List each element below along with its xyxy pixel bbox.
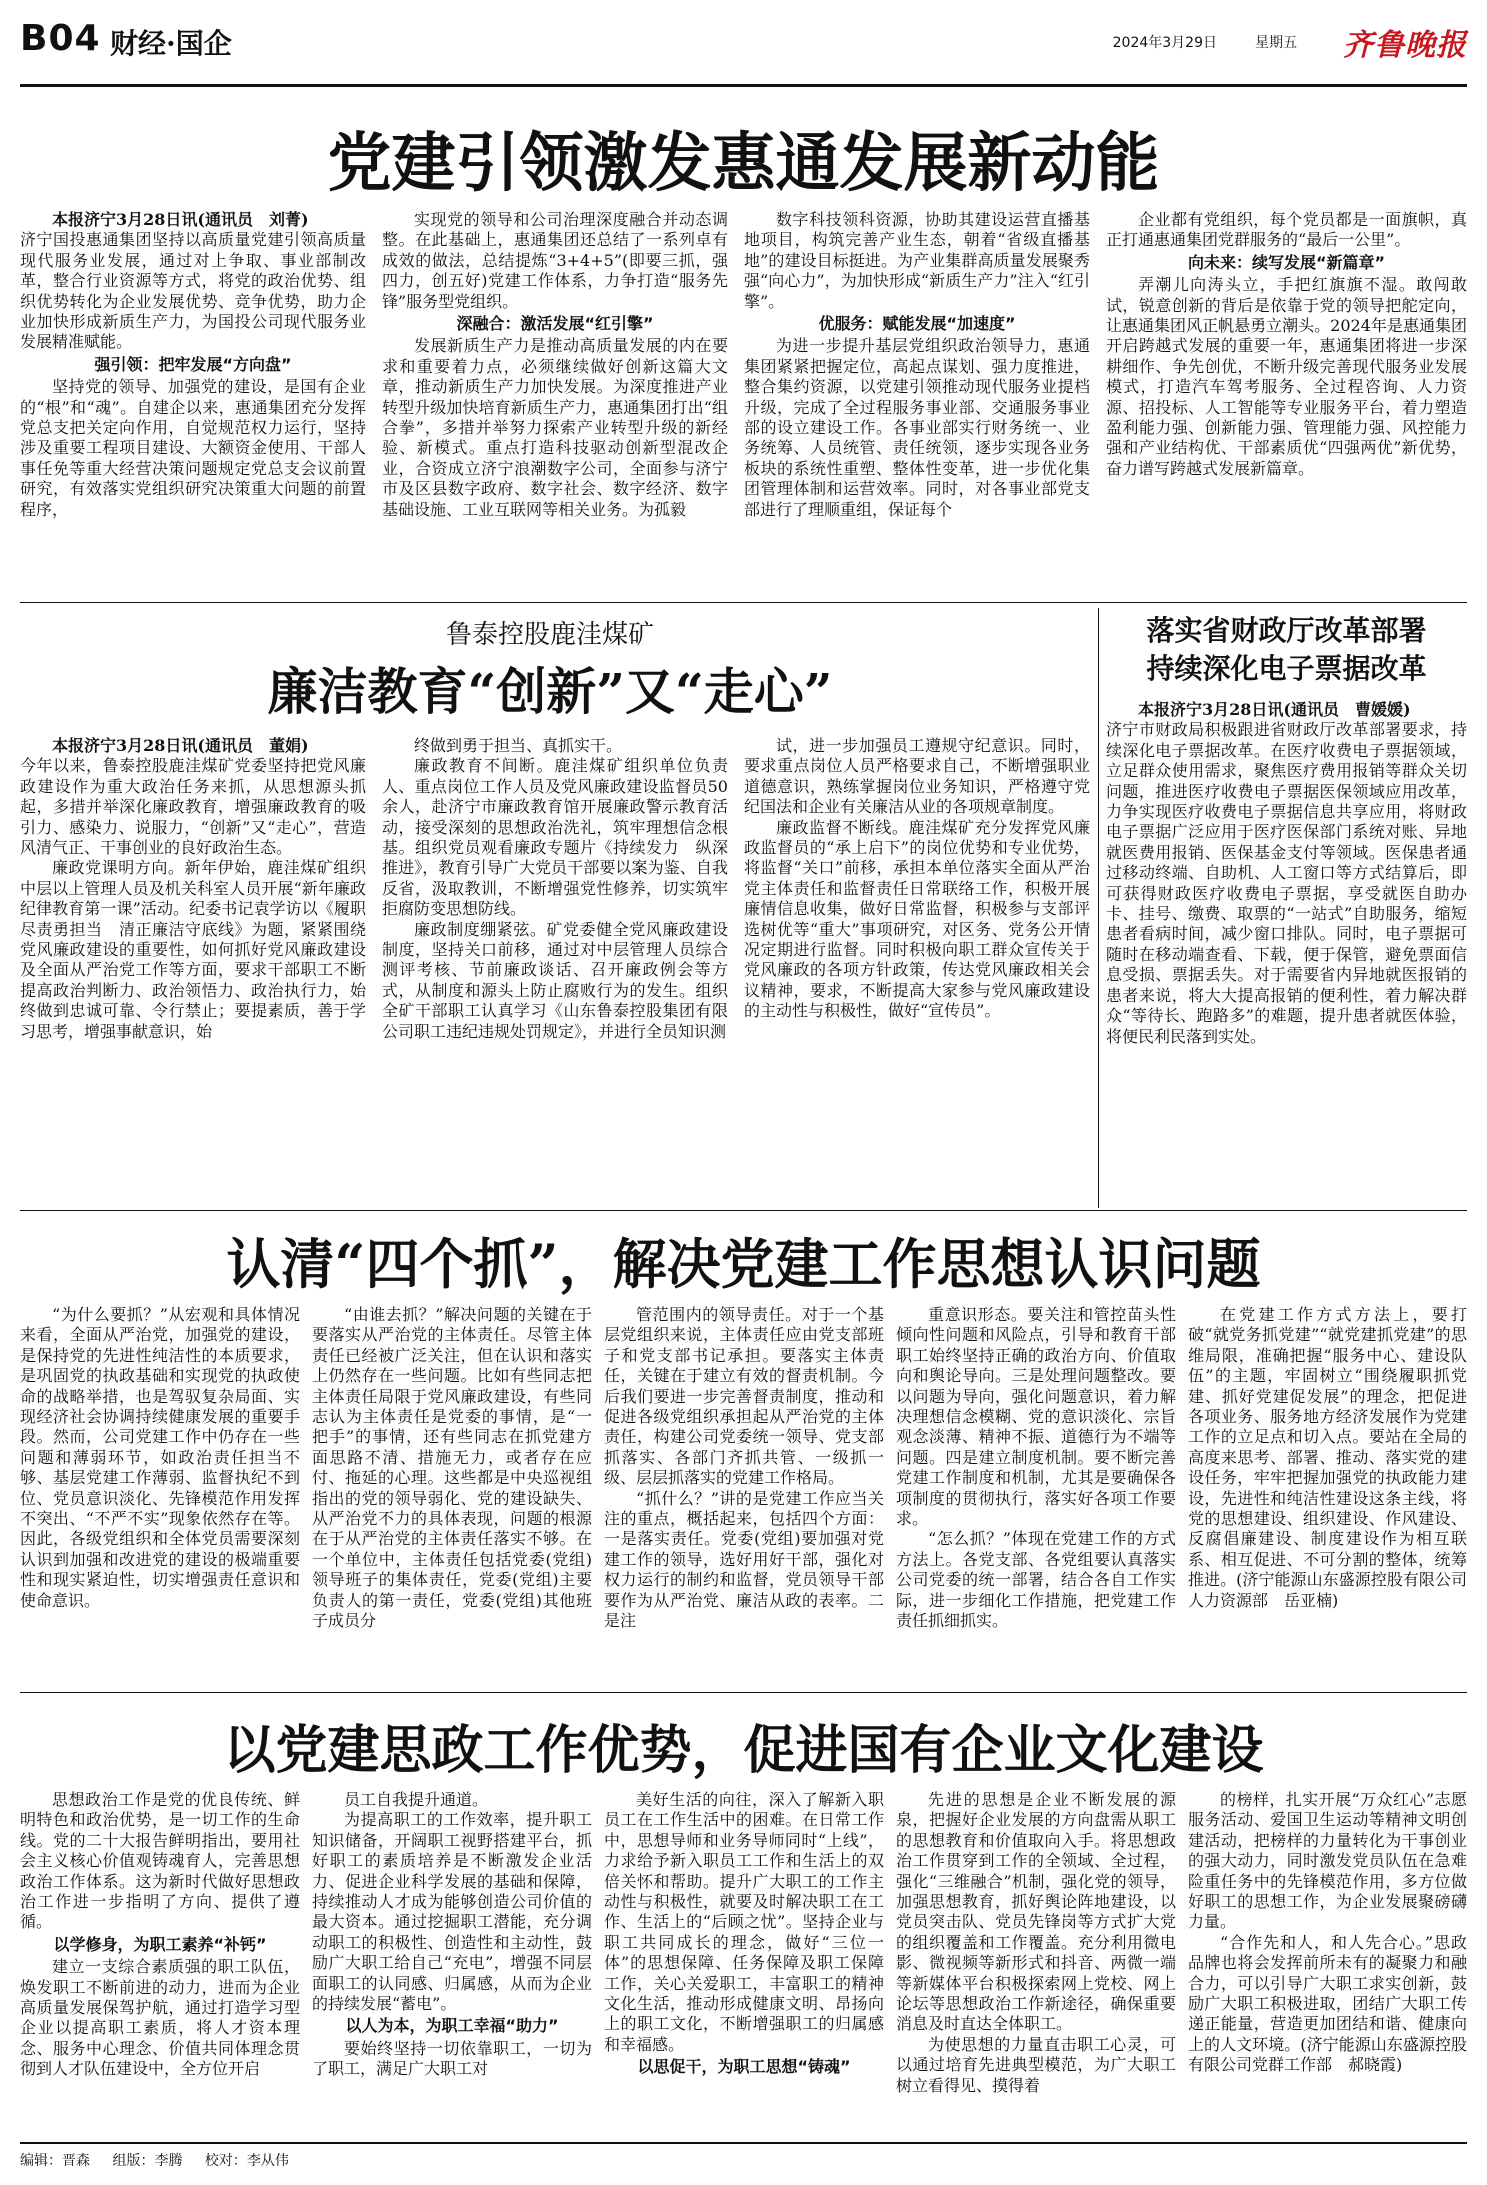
paragraph: 廉政教育不间断。鹿洼煤矿组织单位负责人、重点岗位工作人员及党风廉政建设监督员50余人，赴济宁市廉政教育馆开展廉政警示教育活动，接受深刻的思想政治洗礼，筑牢理想信念根基。组织党员观看廉政专题片《持续发力 纵深推进》，教育引导广大党员干部要以案为鉴、自我反省，汲取教训，不断增强党性修养，切实筑牢拒腐防变思想防线。 xyxy=(382,756,728,919)
paragraph: 试，进一步加强员工遵规守纪意识。同时，要求重点岗位人员严格要求自己，不断增强职业道德意识，熟练掌握岗位业务知识，严格遵守党纪国法和企业有关廉洁从业的各项规章制度。 xyxy=(744,736,1090,817)
newspaper-logo: 齐鲁晚报 xyxy=(1343,28,1467,63)
paragraph: 实现党的领导和公司治理深度融合并动态调整。在此基础上，惠通集团还总结了一系列卓有成效的做法，总结提炼“3+4+5”(即要三抓，强四力，创五好)党建工作体系，力争打造“服务先锋”服务型党组织。 xyxy=(382,210,728,311)
article3-title-line-2: 持续深化电子票据改革 xyxy=(1146,652,1427,685)
paragraph: 为提高职工的工作效率，提升职工知识储备，开阔职工视野搭建平台，抓好职工的素质培养是不断激发企业活力、促进企业科学发展的基础和保障，持续推动人才成为能够创造公司价值的最大资本。通过挖掘职工潜能，充分调动职工的积极性、创造性和主动性，鼓励广大职工给自己“充电”，增强不同层面职工的认同感、归属感，从而为企业的持续发展“蓄电”。 xyxy=(312,1810,592,2014)
issue-weekday: 星期五 xyxy=(1255,35,1297,51)
section-code: B04 xyxy=(20,18,101,59)
divider-1 xyxy=(20,602,1467,603)
paragraph: 坚持党的领导、加强党的建设，是国有企业的“根”和“魂”。自建企以来，惠通集团充分发挥党总支把关定向作用，自觉规范权力运行，坚持涉及重要工程项目建设、大额资金使用、干部人事任免等重大经营决策问题规定党总支会议前置研究，有效落实党组织研究决策重大问题的前置程序， xyxy=(20,377,366,519)
article5-col-5 xyxy=(1188,1790,1467,2138)
article2-col-2 xyxy=(382,736,728,1206)
paragraph: 企业都有党组织，每个党员都是一面旗帜，真正打通惠通集团党群服务的“最后一公里”。 xyxy=(1106,210,1467,250)
proof-credit: 校对：李从伟 xyxy=(204,2153,289,2169)
paragraph: “合作先和人，和人先合心。”思政品牌也将会发挥前所未有的凝聚力和融合力，可以引导广大职工求实创新，鼓励广大职工积极进取，团结广大职工传递正能量，营造更加团结和谐、健康向上的人文环境。(济宁能源山东盛源控股有限公司党群工作部 郝晓霞) xyxy=(1188,1932,1467,2075)
paragraph: 要始终坚持一切依靠职工，一切为了职工，满足广大职工对 xyxy=(312,2038,592,2079)
article4-col-3 xyxy=(604,1305,884,1685)
subheading: 以学修身，为职工素养“补钙” xyxy=(53,1934,267,1954)
paragraph: 廉政监督不断线。鹿洼煤矿充分发挥党风廉政监督员的“承上启下”的岗位优势和专业优势，将监督“关口”前移，承担本单位落实全面从严治党主体责任和监督责任日常联络工作，积极开展廉情信息收集，做好日常监督，积极参与支部评选树优等“重大”事项研究，对区务、党务公开情况定期进行监督。同时积极向职工群众宣传关于党风廉政的各项方针政策，传达党风廉政相关会议精神，要求，不断提高大家参与党风廉政建设的主动性与积极性，做好“宣传员”。 xyxy=(744,817,1090,1021)
subheading: 深融合：激活发展“红引擎” xyxy=(456,314,654,334)
article1-col-2 xyxy=(382,210,728,595)
article5-title: 以党建思政工作优势，促进国有企业文化建设 xyxy=(223,1720,1264,1781)
article4-title: 认清“四个抓”，解决党建工作思想认识问题 xyxy=(226,1232,1261,1296)
article1-col-3 xyxy=(744,210,1090,595)
article4-col-1 xyxy=(20,1305,300,1685)
paragraph: 本报济宁3月28日讯(通讯员 董娟) 今年以来，鲁泰控股鹿洼煤矿党委坚持把党风廉政建设作为重大政治任务来抓，从思想源头抓起，多措并举深化廉政教育，增强廉政教育的吸引力、感染力、说服力，“创新”又“走心”，营造风清气正、干事创业的良好政治生态。 xyxy=(20,736,366,858)
article1-col-4 xyxy=(1106,210,1467,595)
byline: 本报济宁3月28日讯(通讯员 刘菁) xyxy=(52,210,309,229)
article1-title: 党建引领激发惠通发展新动能 xyxy=(327,126,1160,201)
article5-col-3 xyxy=(604,1790,884,2138)
article4-col-2 xyxy=(312,1305,592,1685)
paragraph: “由谁去抓？”解决问题的关键在于要落实从严治党的主体责任。尽管主体责任已经被广泛关注，但在认识和落实上仍然存在一些问题。比如有些同志把主体责任局限于党风廉政建设，有些同志认为主体责任是党委的事情，是“一把手”的事情，还有些同志在抓党建方面思路不清、措施无力，或者存在应付、拖延的心理。这些都是中央巡视组指出的党的领导弱化、党的建设缺失、从严治党不力的具体表现，问题的根源在于从严治党的主体责任落实不够。在一个单位中，主体责任包括党委(党组)领导班子的集体责任，党委(党组)主要负责人的第一责任，党委(党组)其他班子成员分 xyxy=(312,1305,592,1631)
article3-title xyxy=(1106,612,1467,688)
article2-title: 廉洁教育“创新”又“走心” xyxy=(267,662,833,721)
paragraph: 廉政制度绷紧弦。矿党委健全党风廉政建设制度，坚持关口前移，通过对中层管理人员综合测评考核、节前廉政谈话、召开廉政例会等方式，从制度和源头上防止腐败行为的发生。组织全矿干部职工认真学习《山东鲁泰控股集团有限公司职工违纪违规处罚规定》，并进行全员知识测 xyxy=(382,919,728,1041)
article1-col-1 xyxy=(20,210,366,595)
byline: 本报济宁3月28日讯(通讯员 董娟) xyxy=(52,736,309,755)
paragraph: 为使思想的力量直击职工心灵，可以通过培育先进典型模范，为广大职工树立看得见、摸得着 xyxy=(896,2034,1176,2095)
paragraph: “为什么要抓？”从宏观和具体情况来看，全面从严治党，加强党的建设，是保持党的先进性纯洁性的本质要求，是巩固党的执政基础和实现党的执政使命的战略举措，也是驾驭复杂局面、实现经济社会协调持续健康发展的重要手段。然而，公司党建工作中仍存在一些问题和薄弱环节，如政治责任担当不够、基层党建工作薄弱、监督执纪不到位、党员意识淡化、先锋模范作用发挥不突出、“不严不实”现象依然存在等。因此，各级党组织和全体党员需要深刻认识到加强和改进党的建设的极端重要性和现实紧迫性，切实增强责任意识和使命意识。 xyxy=(20,1305,300,1610)
layout-credit: 组版：李腾 xyxy=(112,2153,183,2169)
paragraph: 为进一步提升基层党组织政治领导力，惠通集团紧紧把握定位，高起点谋划、强力度推进，整合集约资源，以党建引领推动现代服务业提档升级，完成了全过程服务事业部、交通服务事业部的设立建设工作。各事业部实行财务统一、业务统筹、人员统管、责任统领，逐步实现各业务板块的系统性重塑、整体性变革，进一步优化集团管理体制和运营效率。同时，对各事业部党支部进行了理顺重组，保证每个 xyxy=(744,336,1090,519)
paragraph: 弄潮儿向涛头立，手把红旗旗不湿。敢闯敢试，锐意创新的背后是依靠于党的领导把舵定向，让惠通集团风正帆悬勇立潮头。2024年是惠通集团开启跨越式发展的重要一年，惠通集团将进一步深耕细作、争先创优，不断升级完善现代服务业发展模式，打造汽车驾考服务、全过程咨询、人力资源、招投标、人工智能等专业服务平台，着力塑造盈利能力强、创新能力强、管理能力强、风控能力强和产业结构优、干部素质优“四强两优”新优势，奋力谱写跨越式发展新篇章。 xyxy=(1106,275,1467,478)
article5-col-1 xyxy=(20,1790,300,2138)
subheading: 强引领：把牢发展“方向盘” xyxy=(94,354,292,374)
paragraph: 在党建工作方式方法上，要打破“就党务抓党建”“就党建抓党建”的思维局限，准确把握“服务中心、建设队伍”的主题，牢固树立“围绕履职抓党建、抓好党建促发展”的理念，把促进各项业务、服务地方经济发展作为党建工作的立足点和切入点。要站在全局的高度来思考、部署、推动、落实党的建设任务，牢牢把握加强党的执政能力建设，先进性和纯洁性建设这条主线，将党的思想建设、组织建设、作风建设、反腐倡廉建设、制度建设作为相互联系、相互促进、不可分割的整体，统筹推进。(济宁能源山东盛源控股有限公司人力资源部 岳亚楠) xyxy=(1188,1305,1467,1610)
paragraph: 重意识形态。要关注和管控苗头性倾向性问题和风险点，引导和教育干部职工始终坚持正确的政治方向、价值取向和舆论导向。三是处理问题整改。要以问题为导向，强化问题意识，着力解决理想信念模糊、党的意识淡化、宗旨观念淡薄、精神不振、道德行为不端等问题。四是建立制度机制。要不断完善党建工作制度和机制，尤其是要确保各项制度的贯彻执行，落实好各项工作要求。 xyxy=(896,1305,1176,1529)
article5-col-4 xyxy=(896,1790,1176,2138)
paragraph: 的榜样，扎实开展“万众红心”志愿服务活动、爱国卫生运动等精神文明创建活动，把榜样的力量转化为干事创业的强大动力，同时激发党员队伍在急难险重任务中的先锋模范作用，多方位做好职工的思想工作，为企业发展聚磅礴力量。 xyxy=(1188,1790,1467,1932)
subheading: 优服务：赋能发展“加速度” xyxy=(818,314,1016,334)
editor-credit: 编辑：晋森 xyxy=(20,2153,90,2169)
article2-col-3 xyxy=(744,736,1090,1206)
paragraph: 美好生活的向往，深入了解新入职员工在工作生活中的困难。在日常工作中，思想导师和业务导师同时“上线”，力求给予新入职员工工作和生活上的双倍关怀和帮助。提升广大职工的工作主动性与积极性，就要及时解决职工在工作、生活上的“后顾之忧”。坚持企业与职工共同成长的理念，做好“三位一体”的思想保障、任务保障及职工保障工作，关心关爱职工，丰富职工的精神文化生活，推动形成健康文明、昂扬向上的职工文化，不断增强职工的归属感和幸福感。 xyxy=(604,1790,884,2054)
article3-title-line-1: 落实省财政厅改革部署 xyxy=(1146,614,1427,647)
paragraph: 管范围内的领导责任。对于一个基层党组织来说，主体责任应由党支部班子和党支部书记承担。要落实主体责任，关键在于建立有效的督责机制。今后我们要进一步完善督责制度，推动和促进各级党组织承担起从严治党的主体责任，构建公司党委统一领导、党支部抓落实、各部门齐抓共管、一级抓一级、层层抓落实的党建工作格局。 xyxy=(604,1305,884,1488)
article5-col-2 xyxy=(312,1790,592,2138)
paragraph: 先进的思想是企业不断发展的源泉，把握好企业发展的方向盘需从职工的思想教育和价值取向入手。将思想政治工作贯穿到工作的全领域、全过程，强化“三维融合”机制，强化党的领导，加强思想教育，抓好舆论阵地建设，以党员突击队、党员先锋岗等方式扩大党的组织覆盖和工作覆盖。充分利用微电影、微视频等新形式和抖音、两微一端等新媒体平台积极探索网上党校、网上论坛等思想政治工作新途径，确保重要消息及时直达全体职工。 xyxy=(896,1790,1176,2034)
divider-2v xyxy=(1098,608,1099,1208)
section-name: 财经·国企 xyxy=(110,27,232,60)
paragraph: 本报济宁3月28日讯(通讯员 曹媛媛) 济宁市财政局积极跟进省财政厅改革部署要求，持续深化电子票据改革。在医疗收费电子票据领域，立足群众使用需求，聚焦医疗费用报销等群众关切问题，推进医疗收费电子票据医保领域应用改革，力争实现医疗收费电子票据信息共享应用，将财政电子票据广泛应用于医疗医保部门系统对账、异地就医费用报销、医保基金支付等领域。医保患者通过移动终端、自助机、人工窗口等方式结算后，即可获得财政医疗收费电子票据，享受就医自助办卡、挂号、缴费、取票的“一站式”自助服务，缩短患者看病时间，减少窗口排队。同时，电子票据可随时在移动端查看、下载，便于保管，避免票面信息受损、票据丢失。对于需要省内异地就医报销的患者来说，将大大提高报销的便利性，着力解决群众“等待长、跑路多”的难题，提升患者就医体验，将便民利民落到实处。 xyxy=(1106,700,1467,1046)
paragraph: 发展新质生产力是推动高质量发展的内在要求和重要着力点，必须继续做好创新这篇大文章，推动新质生产力加快发展。为深度推进产业转型升级加快培育新质生产力，惠通集团打出“组合拳”，多措并举努力探索产业转型升级的新经验、新模式。重点打造科技驱动创新型混改企业，合资成立济宁浪潮数字公司，全面参与济宁市及区县数字政府、数字社会、数字经济、数字基础设施、工业互联网等相关业务。为孤毅 xyxy=(382,336,728,519)
paragraph: “怎么抓？”体现在党建工作的方式方法上。各党支部、各党组要认真落实公司党委的统一部署，结合各自工作实际，进一步细化工作措施，把党建工作责任抓细抓实。 xyxy=(896,1529,1176,1631)
page-header xyxy=(20,18,1467,84)
article2-col-1 xyxy=(20,736,366,1206)
article3-col-1 xyxy=(1106,700,1467,1206)
paragraph: 廉政党课明方向。新年伊始，鹿洼煤矿组织中层以上管理人员及机关科室人员开展“新年廉政纪律教育第一课”活动。纪委书记袁学访以《履职尽责勇担当 清正廉洁守底线》为题，紧紧围绕党风廉政建设的重要性，如何抓好党风廉政建设及全面从严治党工作等方面，要求干部职工不断提高政治判断力、政治领悟力、政治执行力，始终做到忠诚可靠、令行禁止；要提素质，善于学习思考，增强事献意识，始 xyxy=(20,858,366,1041)
footer-rule xyxy=(20,2142,1467,2144)
byline: 本报济宁3月28日讯(通讯员 曹媛媛) xyxy=(1138,700,1411,719)
paragraph: “抓什么？”讲的是党建工作应当关注的重点，概括起来，包括四个方面：一是落实责任。党委(党组)要加强对党建工作的领导，选好用好干部，强化对权力运行的制约和监督，党员领导干部要作为从严治党、廉洁从政的表率。二是注 xyxy=(604,1488,884,1631)
divider-4 xyxy=(20,1692,1467,1693)
header-rule xyxy=(20,84,1467,87)
page-footer xyxy=(20,2150,307,2170)
article4-col-4 xyxy=(896,1305,1176,1685)
article4-col-5 xyxy=(1188,1305,1467,1685)
paragraph: 思想政治工作是党的优良传统、鲜明特色和政治优势，是一切工作的生命线。党的二十大报告鲜明指出，要用社会主义核心价值观铸魂育人，完善思想政治工作体系。这为新时代做好思想政治工作进一步指明了方向、提供了遵循。 xyxy=(20,1790,300,1932)
paragraph: 数字科技领科资源，协助其建设运营直播基地项目，构筑完善产业生态，朝着“省级直播基地”的建设目标挺进。为产业集群高质量发展聚秀强“向心力”，为加快形成“新质生产力”注入“红引擎”。 xyxy=(744,210,1090,311)
paragraph: 建立一支综合素质强的职工队伍，焕发职工不断前进的动力，进而为企业高质量发展保驾护航，通过打造学习型企业以提高职工素质，将人才资本理念、服务中心理念、价值共同体理念贯彻到人才队伍建设中，全方位开启 xyxy=(20,1957,300,2079)
paragraph: 本报济宁3月28日讯(通讯员 刘菁) 济宁国投惠通集团坚持以高质量党建引领高质量现代服务业发展，通过对上争取、事业部制改革，整合行业资源等方式，将党的政治优势、组织优势转化为企业发展优势、竞争优势，助力企业加快形成新质生产力，为国投公司现代服务业发展精准赋能。 xyxy=(20,210,366,352)
subheading: 向未来：续写发展“新篇章” xyxy=(1187,252,1386,272)
paragraph: 终做到勇于担当、真抓实干。 xyxy=(414,736,623,755)
divider-3 xyxy=(20,1210,1467,1211)
article2-kicker: 鲁泰控股鹿洼煤矿 xyxy=(445,620,654,650)
subheading: 以思促干，为职工思想“铸魂” xyxy=(637,2057,851,2077)
issue-date: 2024年3月29日 xyxy=(1112,35,1217,51)
paragraph: 员工自我提升通道。 xyxy=(344,1790,489,1809)
subheading: 以人为本，为职工幸福“助力” xyxy=(345,2016,559,2036)
